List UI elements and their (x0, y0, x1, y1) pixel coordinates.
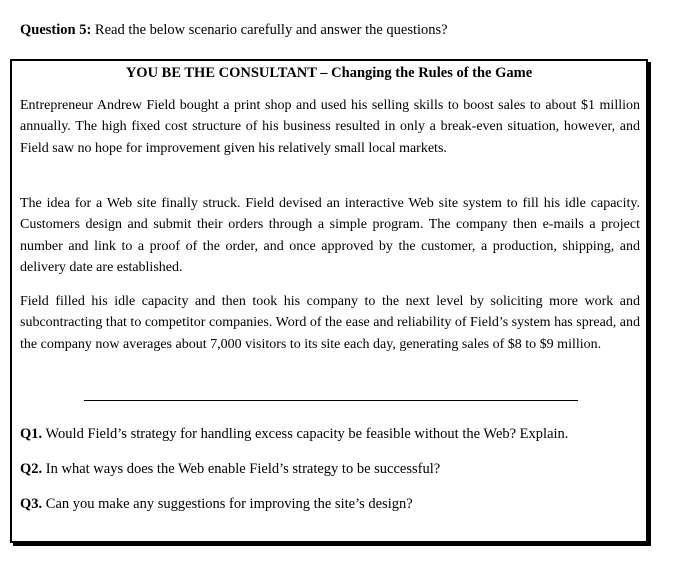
case-study-title: YOU BE THE CONSULTANT – Changing the Rules of the Game (125, 65, 533, 81)
question-instruction: Read the below scenario carefully and answer the questions? (94, 22, 448, 38)
question-item-3 (20, 496, 413, 513)
question-label: Q1. (20, 426, 43, 442)
question-label: Q2. (20, 461, 43, 477)
scenario-paragraph: Entrepreneur Andrew Field bought a print shop and used his selling skills to boost sales to about $1 million annually. The high fixed cost structure of his business resulted in only a break-even situation, however, and Field saw no hope for improvement given his relatively small local markets. (20, 98, 640, 156)
question-item-1 (20, 426, 568, 443)
divider-line (84, 400, 578, 401)
question-label: Q3. (20, 496, 43, 512)
question-text: Can you make any suggestions for improving the site’s design? (45, 496, 413, 512)
question-number: Question 5: (20, 22, 92, 38)
question-text: Would Field’s strategy for handling excess capacity be feasible without the Web? Explain. (45, 426, 569, 442)
case-study-box (10, 59, 648, 543)
scenario-paragraph: Field filled his idle capacity and then took his company to the next level by soliciting more work and subcontracting that to competitor companies. Word of the ease and reliability of Field’s system has spread, and the company now averages about 7,000 visitors to its site each day, generating sales of $8 to $9 million. (20, 294, 640, 352)
question-item-2 (20, 461, 440, 478)
question-text: In what ways does the Web enable Field’s strategy to be successful? (45, 461, 441, 477)
question-heading (20, 22, 448, 39)
scenario-paragraph: The idea for a Web site finally struck. Field devised an interactive Web site system to fill his idle capacity. Customers design and submit their orders through a simple program. The company then e-mails a project number and link to a proof of the order, and once approved by the customer, a production, shipping, and delivery date are established. (20, 196, 640, 275)
